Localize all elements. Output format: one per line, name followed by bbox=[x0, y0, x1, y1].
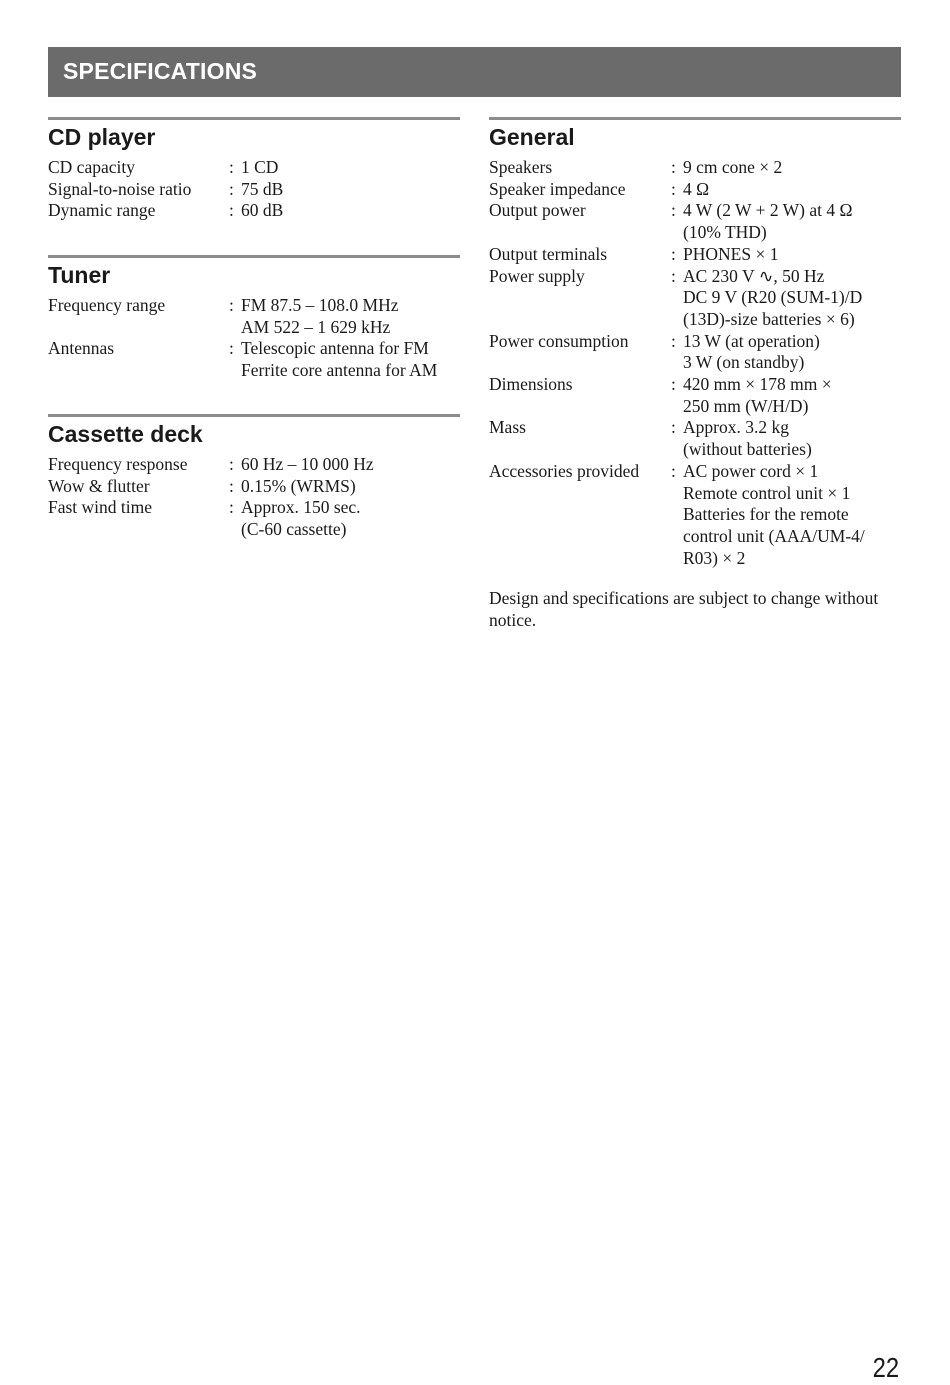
spec-value bbox=[241, 157, 278, 179]
spec-colon: : bbox=[229, 454, 234, 474]
spec-colon: : bbox=[229, 475, 234, 496]
spec-list bbox=[48, 454, 460, 541]
spec-label: Accessories provided bbox=[489, 460, 640, 481]
spec-value-line: (without batteries) bbox=[683, 439, 812, 460]
spec-value-line: Ferrite core antenna for AM bbox=[241, 360, 438, 381]
spec-row bbox=[48, 338, 460, 381]
section-title: General bbox=[489, 124, 575, 150]
spec-row bbox=[489, 461, 901, 570]
spec-colon: : bbox=[229, 497, 234, 518]
spec-value bbox=[683, 331, 820, 374]
spec-colon: : bbox=[671, 265, 676, 286]
spec-value-line: AM 522 – 1 629 kHz bbox=[241, 316, 391, 337]
spec-colon: : bbox=[229, 200, 234, 221]
spec-value bbox=[683, 157, 782, 179]
spec-value bbox=[683, 200, 853, 243]
spec-row bbox=[489, 374, 901, 417]
spec-row bbox=[48, 476, 460, 498]
spec-colon: : bbox=[671, 374, 676, 395]
spec-value-line: Batteries for the remote bbox=[683, 504, 849, 525]
spec-value bbox=[241, 200, 283, 222]
spec-value-line: 250 mm (W/H/D) bbox=[683, 395, 809, 416]
spec-value-line: 4 W (2 W + 2 W) at 4 Ω bbox=[683, 200, 853, 221]
spec-label: Dimensions bbox=[489, 374, 573, 395]
spec-colon: : bbox=[671, 243, 676, 264]
spec-label: Power supply bbox=[489, 265, 585, 286]
spec-value-line: 0.15% (WRMS) bbox=[241, 475, 356, 496]
spec-value-line: 75 dB bbox=[241, 178, 284, 199]
page-number: 22 bbox=[872, 1352, 899, 1383]
spec-row bbox=[48, 454, 460, 476]
spec-value bbox=[683, 179, 709, 201]
section-title: Cassette deck bbox=[48, 421, 203, 447]
spec-value bbox=[683, 244, 778, 266]
spec-list bbox=[48, 157, 460, 222]
spec-row bbox=[48, 497, 460, 540]
spec-row bbox=[489, 157, 901, 179]
spec-colon: : bbox=[671, 157, 676, 177]
spec-row bbox=[489, 200, 901, 243]
page-title: SPECIFICATIONS bbox=[63, 58, 258, 84]
section-general bbox=[489, 117, 901, 569]
spec-label: Fast wind time bbox=[48, 497, 153, 518]
section-cassette-deck bbox=[48, 414, 460, 541]
spec-value bbox=[241, 179, 283, 201]
spec-colon: : bbox=[671, 417, 676, 438]
spec-value bbox=[241, 454, 374, 476]
spec-row bbox=[489, 266, 901, 331]
spec-colon: : bbox=[229, 157, 234, 177]
spec-value bbox=[241, 476, 356, 498]
spec-colon: : bbox=[229, 295, 234, 315]
spec-value-line: AC 230 V ∿, 50 Hz bbox=[683, 265, 825, 286]
spec-value-line: Remote control unit × 1 bbox=[683, 482, 851, 503]
spec-value-line: (C-60 cassette) bbox=[241, 519, 347, 540]
spec-colon: : bbox=[671, 200, 676, 221]
spec-list bbox=[48, 295, 460, 382]
spec-colon: : bbox=[229, 338, 234, 359]
spec-value-line: control unit (AAA/UM-4/ bbox=[683, 525, 865, 546]
spec-label: Wow & flutter bbox=[48, 475, 150, 496]
spec-label: Signal-to-noise ratio bbox=[48, 178, 192, 199]
spec-label: Output terminals bbox=[489, 243, 608, 264]
spec-value-line: (13D)-size batteries × 6) bbox=[683, 308, 855, 329]
spec-value-line: PHONES × 1 bbox=[683, 243, 779, 264]
spec-row bbox=[48, 157, 460, 179]
spec-label: Speakers bbox=[489, 157, 553, 177]
spec-colon: : bbox=[671, 178, 676, 199]
spec-row bbox=[48, 179, 460, 201]
spec-row bbox=[489, 331, 901, 374]
spec-list bbox=[489, 157, 901, 569]
spec-value-line: 4 Ω bbox=[683, 178, 710, 199]
spec-row bbox=[489, 179, 901, 201]
spec-label: Mass bbox=[489, 417, 526, 438]
section-cd-player bbox=[48, 117, 460, 222]
spec-value bbox=[241, 338, 437, 381]
section-title: Tuner bbox=[48, 262, 111, 288]
spec-label: Speaker impedance bbox=[489, 178, 626, 199]
spec-value bbox=[683, 266, 862, 331]
spec-value bbox=[241, 295, 399, 338]
spec-label: Output power bbox=[489, 200, 586, 221]
spec-colon: : bbox=[229, 178, 234, 199]
spec-row bbox=[48, 200, 460, 222]
spec-row bbox=[489, 417, 901, 460]
spec-colon: : bbox=[671, 460, 676, 481]
spec-label: CD capacity bbox=[48, 157, 135, 177]
spec-value-line: 9 cm cone × 2 bbox=[683, 157, 783, 177]
spec-label: Dynamic range bbox=[48, 200, 156, 221]
spec-row bbox=[489, 244, 901, 266]
section-tuner bbox=[48, 255, 460, 382]
spec-value-line: FM 87.5 – 108.0 MHz bbox=[241, 295, 399, 315]
spec-value-line: 3 W (on standby) bbox=[683, 352, 805, 373]
spec-value-line: Approx. 150 sec. bbox=[241, 497, 361, 518]
header-banner bbox=[48, 47, 901, 97]
spec-value-line: 1 CD bbox=[241, 157, 279, 177]
spec-label: Power consumption bbox=[489, 330, 629, 351]
specifications-note: Design and specifications are subject to change without notice. bbox=[489, 588, 879, 630]
spec-value bbox=[683, 417, 812, 460]
section-title: CD player bbox=[48, 124, 156, 150]
spec-value-line: DC 9 V (R20 (SUM-1)/D bbox=[683, 287, 863, 308]
spec-label: Antennas bbox=[48, 338, 115, 359]
spec-value-line: AC power cord × 1 bbox=[683, 460, 819, 481]
spec-value-line: 420 mm × 178 mm × bbox=[683, 374, 832, 395]
spec-value bbox=[683, 461, 865, 570]
spec-value-line: 60 dB bbox=[241, 200, 284, 221]
spec-value bbox=[241, 497, 361, 540]
spec-value bbox=[683, 374, 832, 417]
spec-value-line: R03) × 2 bbox=[683, 547, 746, 568]
spec-colon: : bbox=[671, 330, 676, 351]
spec-value-line: 13 W (at operation) bbox=[683, 330, 820, 351]
spec-label: Frequency range bbox=[48, 295, 166, 315]
spec-label: Frequency response bbox=[48, 454, 188, 474]
spec-value-line: Telescopic antenna for FM bbox=[241, 338, 429, 359]
spec-value-line: Approx. 3.2 kg bbox=[683, 417, 789, 438]
spec-value-line: (10% THD) bbox=[683, 222, 767, 243]
spec-value-line: 60 Hz – 10 000 Hz bbox=[241, 454, 374, 474]
spec-row bbox=[48, 295, 460, 338]
